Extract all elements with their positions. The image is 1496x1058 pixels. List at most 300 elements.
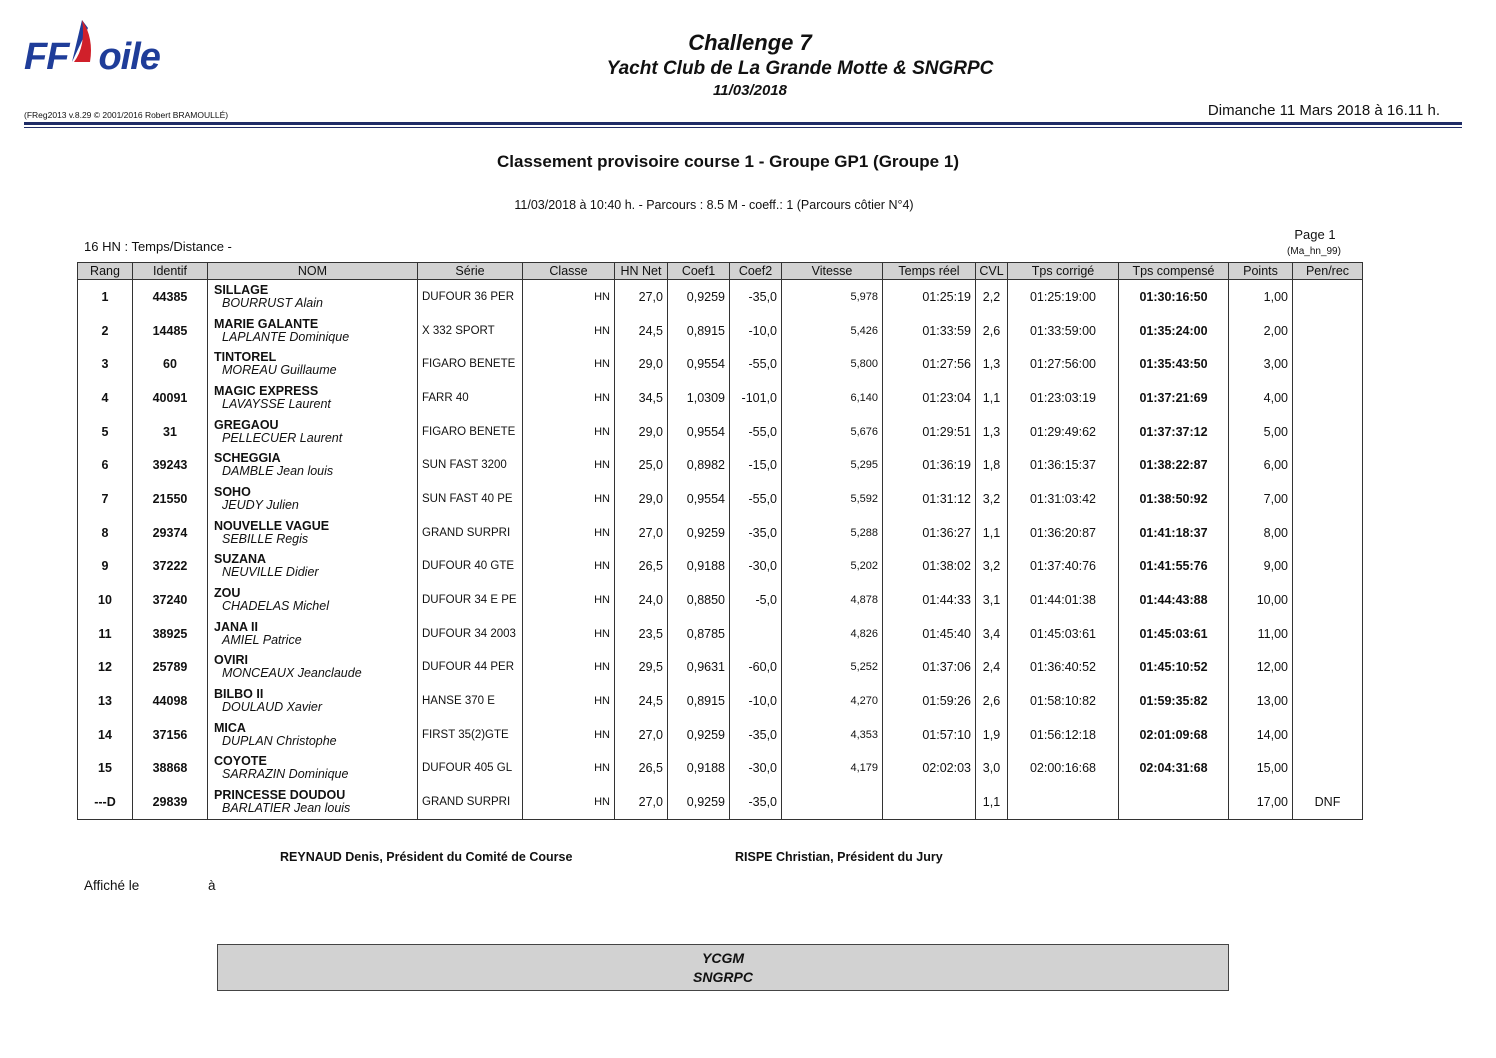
cell-cvl: 2,6	[976, 684, 1008, 718]
cell-hn: 25,0	[615, 448, 668, 482]
cell-points: 11,00	[1229, 617, 1293, 651]
cell-classe: HN	[523, 752, 615, 786]
cell-points: 3,00	[1229, 347, 1293, 381]
cell-points: 6,00	[1229, 448, 1293, 482]
cell-classe: HN	[523, 718, 615, 752]
cell-compense: 01:41:18:37	[1119, 516, 1229, 550]
race-info: 11/03/2018 à 10:40 h. - Parcours : 8.5 M - coeff.: 1 (Parcours côtier N°4)	[514, 198, 914, 212]
boat-name: MAGIC EXPRESS	[214, 383, 319, 398]
results-subtitle: Classement provisoire course 1 - Groupe GP1 (Groupe 1)	[497, 152, 959, 171]
cell-pen	[1293, 448, 1363, 482]
cell-compense: 01:35:24:00	[1119, 314, 1229, 348]
cell-corrige: 01:36:15:37	[1008, 448, 1119, 482]
cell-classe: HN	[523, 684, 615, 718]
cell-coef2: -55,0	[730, 347, 782, 381]
cell-rang: 9	[78, 550, 133, 584]
cell-coef2: -30,0	[730, 752, 782, 786]
jury-signature: RISPE Christian, Président du Jury	[735, 850, 943, 864]
cell-serie: DUFOUR 34 2003	[418, 617, 523, 651]
cell-vitesse: 4,270	[782, 684, 883, 718]
cell-compense: 01:38:22:87	[1119, 448, 1229, 482]
cell-rang: 11	[78, 617, 133, 651]
cell-cvl: 3,0	[976, 752, 1008, 786]
cell-classe: HN	[523, 550, 615, 584]
hn-label: 16 HN : Temps/Distance -	[84, 239, 232, 254]
cell-compense: 01:37:37:12	[1119, 415, 1229, 449]
cell-rang: 8	[78, 516, 133, 550]
table-row	[78, 752, 1363, 786]
cell-identif: 29839	[133, 785, 208, 819]
cell-cvl: 2,6	[976, 314, 1008, 348]
cell-rang: 2	[78, 314, 133, 348]
skipper-name: AMIEL Patrice	[222, 632, 302, 647]
cell-rang: 3	[78, 347, 133, 381]
name-cell	[208, 785, 418, 819]
cell-classe: HN	[523, 415, 615, 449]
cell-temps: 01:57:10	[883, 718, 976, 752]
cell-classe: HN	[523, 651, 615, 685]
cell-temps: 01:33:59	[883, 314, 976, 348]
cell-compense: 01:45:03:61	[1119, 617, 1229, 651]
cell-identif: 25789	[133, 651, 208, 685]
cell-classe: HN	[523, 448, 615, 482]
table-row	[78, 718, 1363, 752]
cell-coef2: -55,0	[730, 415, 782, 449]
cell-coef1: 0,9554	[668, 482, 730, 516]
cell-hn: 27,0	[615, 718, 668, 752]
cell-classe: HN	[523, 381, 615, 415]
cell-coef2: -35,0	[730, 516, 782, 550]
cell-serie: SUN FAST 3200	[418, 448, 523, 482]
cell-coef2: -35,0	[730, 718, 782, 752]
cell-identif: 38925	[133, 617, 208, 651]
cell-temps: 01:29:51	[883, 415, 976, 449]
cell-rang: 1	[78, 280, 133, 314]
cell-points: 2,00	[1229, 314, 1293, 348]
cell-compense: 01:45:10:52	[1119, 651, 1229, 685]
club-name: Yacht Club de La Grande Motte & SNGRPC	[606, 58, 994, 79]
name-cell	[208, 516, 418, 550]
posted-label: Affiché le	[84, 878, 140, 893]
skipper-name: LAPLANTE Dominique	[222, 329, 350, 344]
logo-text-oile: oile	[98, 36, 160, 78]
cell-corrige: 01:25:19:00	[1008, 280, 1119, 314]
cell-identif: 44098	[133, 684, 208, 718]
cell-vitesse	[782, 785, 883, 819]
col-header: Identif	[133, 263, 208, 280]
cell-corrige: 01:44:01:38	[1008, 583, 1119, 617]
cell-corrige: 01:36:40:52	[1008, 651, 1119, 685]
cell-temps: 01:38:02	[883, 550, 976, 584]
cell-coef1: 0,9631	[668, 651, 730, 685]
footer-line-2: SNGRPC	[693, 969, 753, 985]
cell-points: 10,00	[1229, 583, 1293, 617]
cell-hn: 29,0	[615, 347, 668, 381]
cell-points: 14,00	[1229, 718, 1293, 752]
cell-serie: DUFOUR 44 PER	[418, 651, 523, 685]
cell-temps: 01:59:26	[883, 684, 976, 718]
boat-name: BILBO II	[214, 687, 264, 702]
cell-serie: DUFOUR 34 E PE	[418, 583, 523, 617]
cell-vitesse: 5,252	[782, 651, 883, 685]
cell-pen	[1293, 415, 1363, 449]
cell-identif: 60	[133, 347, 208, 381]
name-cell	[208, 415, 418, 449]
event-date: 11/03/2018	[713, 82, 787, 99]
skipper-name: SEBILLE Regis	[222, 531, 309, 546]
cell-coef2: -55,0	[730, 482, 782, 516]
cell-serie: DUFOUR 405 GL	[418, 752, 523, 786]
cell-pen	[1293, 314, 1363, 348]
name-cell	[208, 347, 418, 381]
cell-hn: 27,0	[615, 516, 668, 550]
boat-name: OVIRI	[214, 653, 249, 668]
cell-cvl: 1,1	[976, 381, 1008, 415]
cell-serie: DUFOUR 40 GTE	[418, 550, 523, 584]
cell-classe: HN	[523, 516, 615, 550]
cell-temps	[883, 785, 976, 819]
cell-cvl: 1,3	[976, 347, 1008, 381]
cell-vitesse: 4,878	[782, 583, 883, 617]
skipper-name: NEUVILLE Didier	[222, 565, 319, 580]
skipper-name: BOURRUST Alain	[222, 295, 323, 310]
cell-coef2: -60,0	[730, 651, 782, 685]
cell-rang: 4	[78, 381, 133, 415]
cell-hn: 27,0	[615, 785, 668, 819]
cell-coef2: -10,0	[730, 684, 782, 718]
cell-compense: 02:01:09:68	[1119, 718, 1229, 752]
cell-compense: 01:41:55:76	[1119, 550, 1229, 584]
cell-compense: 01:44:43:88	[1119, 583, 1229, 617]
cell-compense: 01:30:16:50	[1119, 280, 1229, 314]
skipper-name: DUPLAN Christophe	[222, 733, 337, 748]
cell-compense: 01:35:43:50	[1119, 347, 1229, 381]
cell-temps: 01:36:19	[883, 448, 976, 482]
cell-temps: 01:37:06	[883, 651, 976, 685]
name-cell	[208, 550, 418, 584]
cell-compense: 02:04:31:68	[1119, 752, 1229, 786]
cell-temps: 01:23:04	[883, 381, 976, 415]
cell-vitesse: 5,295	[782, 448, 883, 482]
cell-compense: 01:37:21:69	[1119, 381, 1229, 415]
header-rule-thin	[24, 127, 1462, 128]
cell-coef1: 0,9259	[668, 280, 730, 314]
boat-name: SUZANA	[214, 552, 267, 567]
cell-cvl: 3,2	[976, 550, 1008, 584]
cell-identif: 40091	[133, 381, 208, 415]
cell-points: 5,00	[1229, 415, 1293, 449]
cell-pen	[1293, 651, 1363, 685]
cell-vitesse: 4,826	[782, 617, 883, 651]
cell-hn: 34,5	[615, 381, 668, 415]
cell-corrige: 01:58:10:82	[1008, 684, 1119, 718]
skipper-name: PELLECUER Laurent	[222, 430, 343, 445]
name-cell	[208, 448, 418, 482]
col-header: Pen/rec	[1293, 263, 1363, 280]
cell-pen	[1293, 684, 1363, 718]
table-header-row	[78, 263, 1363, 280]
table-row	[78, 448, 1363, 482]
cell-temps: 01:31:12	[883, 482, 976, 516]
col-header: Tps corrigé	[1008, 263, 1119, 280]
cell-identif: 39243	[133, 448, 208, 482]
cell-identif: 31	[133, 415, 208, 449]
cell-vitesse: 5,800	[782, 347, 883, 381]
cell-hn: 29,5	[615, 651, 668, 685]
cell-classe: HN	[523, 785, 615, 819]
name-cell	[208, 381, 418, 415]
skipper-name: SARRAZIN Dominique	[222, 767, 349, 782]
table-row	[78, 516, 1363, 550]
cell-rang: 13	[78, 684, 133, 718]
col-header: Tps compensé	[1119, 263, 1229, 280]
cell-coef1: 0,9188	[668, 550, 730, 584]
col-header: HN Net	[615, 263, 668, 280]
table-row	[78, 347, 1363, 381]
cell-hn: 26,5	[615, 550, 668, 584]
cell-serie: GRAND SURPRI	[418, 785, 523, 819]
cell-coef1: 0,8982	[668, 448, 730, 482]
cell-corrige: 01:45:03:61	[1008, 617, 1119, 651]
cell-identif: 38868	[133, 752, 208, 786]
cell-coef1: 0,8850	[668, 583, 730, 617]
col-header: Série	[418, 263, 523, 280]
cell-cvl: 2,4	[976, 651, 1008, 685]
boat-name: JANA II	[214, 619, 258, 634]
table-row	[78, 651, 1363, 685]
col-header: Points	[1229, 263, 1293, 280]
skipper-name: MONCEAUX Jeanclaude	[222, 666, 362, 681]
table-row	[78, 482, 1363, 516]
name-cell	[208, 718, 418, 752]
software-version: (FReg2013 v.8.29 © 2001/2016 Robert BRAMOULLÉ)	[24, 110, 229, 120]
skipper-name: DOULAUD Xavier	[222, 700, 323, 715]
cell-serie: FARR 40	[418, 381, 523, 415]
boat-name: NOUVELLE VAGUE	[214, 518, 330, 533]
name-cell	[208, 482, 418, 516]
cell-corrige: 01:31:03:42	[1008, 482, 1119, 516]
cell-corrige: 02:00:16:68	[1008, 752, 1119, 786]
footer-line-1: YCGM	[702, 950, 744, 966]
col-header: Classe	[523, 263, 615, 280]
cell-coef2: -35,0	[730, 280, 782, 314]
ffvoile-logo	[24, 18, 194, 82]
cell-rang: 12	[78, 651, 133, 685]
cell-serie: DUFOUR 36 PER	[418, 280, 523, 314]
cell-coef1: 0,9259	[668, 718, 730, 752]
cell-pen	[1293, 583, 1363, 617]
cell-coef1: 0,9188	[668, 752, 730, 786]
skipper-name: BARLATIER Jean louis	[222, 801, 351, 816]
page-ref: (Ma_hn_99)	[1287, 246, 1341, 257]
cell-temps: 01:45:40	[883, 617, 976, 651]
cell-classe: HN	[523, 280, 615, 314]
cell-vitesse: 5,592	[782, 482, 883, 516]
cell-vitesse: 6,140	[782, 381, 883, 415]
cell-hn: 23,5	[615, 617, 668, 651]
cell-coef2: -5,0	[730, 583, 782, 617]
cell-corrige: 01:23:03:19	[1008, 381, 1119, 415]
cell-corrige	[1008, 785, 1119, 819]
cell-compense	[1119, 785, 1229, 819]
cell-points: 4,00	[1229, 381, 1293, 415]
cell-identif: 29374	[133, 516, 208, 550]
boat-name: MARIE GALANTE	[214, 316, 319, 331]
cell-points: 1,00	[1229, 280, 1293, 314]
posted-at-label: à	[208, 878, 216, 893]
cell-hn: 24,5	[615, 314, 668, 348]
cell-identif: 44385	[133, 280, 208, 314]
cell-cvl: 3,1	[976, 583, 1008, 617]
table-row	[78, 381, 1363, 415]
name-cell	[208, 280, 418, 314]
cell-temps: 01:44:33	[883, 583, 976, 617]
cell-points: 13,00	[1229, 684, 1293, 718]
table-row	[78, 785, 1363, 819]
cell-coef2: -30,0	[730, 550, 782, 584]
cell-pen	[1293, 550, 1363, 584]
cell-coef2: -101,0	[730, 381, 782, 415]
cell-coef1: 0,8785	[668, 617, 730, 651]
cell-temps: 02:02:03	[883, 752, 976, 786]
cell-vitesse: 4,353	[782, 718, 883, 752]
name-cell	[208, 314, 418, 348]
cell-classe: HN	[523, 347, 615, 381]
cell-pen: DNF	[1293, 785, 1363, 819]
name-cell	[208, 752, 418, 786]
cell-vitesse: 5,676	[782, 415, 883, 449]
col-header: Temps réel	[883, 263, 976, 280]
cell-hn: 24,0	[615, 583, 668, 617]
cell-pen	[1293, 381, 1363, 415]
table-row	[78, 684, 1363, 718]
cell-cvl: 3,2	[976, 482, 1008, 516]
cell-coef1: 1,0309	[668, 381, 730, 415]
cell-pen	[1293, 347, 1363, 381]
col-header: Coef1	[668, 263, 730, 280]
cell-compense: 01:59:35:82	[1119, 684, 1229, 718]
cell-cvl: 1,3	[976, 415, 1008, 449]
cell-coef1: 0,8915	[668, 684, 730, 718]
results-table	[77, 262, 1363, 820]
table-row	[78, 617, 1363, 651]
cell-cvl: 2,2	[976, 280, 1008, 314]
cell-serie: FIGARO BENETE	[418, 415, 523, 449]
cell-points: 8,00	[1229, 516, 1293, 550]
boat-name: ZOU	[214, 586, 241, 601]
cell-cvl: 1,1	[976, 785, 1008, 819]
cell-corrige: 01:33:59:00	[1008, 314, 1119, 348]
cell-hn: 24,5	[615, 684, 668, 718]
skipper-name: LAVAYSSE Laurent	[222, 396, 331, 411]
col-header: Coef2	[730, 263, 782, 280]
cell-hn: 27,0	[615, 280, 668, 314]
cell-points: 12,00	[1229, 651, 1293, 685]
boat-name: MICA	[214, 720, 246, 735]
cell-rang: 10	[78, 583, 133, 617]
boat-name: TINTOREL	[214, 350, 277, 365]
cell-serie: FIGARO BENETE	[418, 347, 523, 381]
col-header: CVL	[976, 263, 1008, 280]
cell-identif: 37240	[133, 583, 208, 617]
cell-coef1: 0,9554	[668, 415, 730, 449]
boat-name: SOHO	[214, 484, 251, 499]
cell-cvl: 1,1	[976, 516, 1008, 550]
cell-corrige: 01:37:40:76	[1008, 550, 1119, 584]
cell-cvl: 1,9	[976, 718, 1008, 752]
cell-corrige: 01:36:20:87	[1008, 516, 1119, 550]
cell-classe: HN	[523, 617, 615, 651]
cell-pen	[1293, 718, 1363, 752]
cell-temps: 01:27:56	[883, 347, 976, 381]
cell-pen	[1293, 617, 1363, 651]
cell-identif: 21550	[133, 482, 208, 516]
col-header: Vitesse	[782, 263, 883, 280]
cell-hn: 29,0	[615, 482, 668, 516]
boat-name: COYOTE	[214, 754, 267, 769]
cell-rang: 15	[78, 752, 133, 786]
cell-pen	[1293, 280, 1363, 314]
cell-coef1: 0,9259	[668, 516, 730, 550]
boat-name: SCHEGGIA	[214, 451, 281, 466]
logo-text-ff: FF	[24, 36, 69, 78]
cell-rang: 6	[78, 448, 133, 482]
cell-points: 15,00	[1229, 752, 1293, 786]
cell-coef2: -10,0	[730, 314, 782, 348]
cell-rang: 7	[78, 482, 133, 516]
table-row	[78, 280, 1363, 314]
name-cell	[208, 651, 418, 685]
table-row	[78, 550, 1363, 584]
cell-vitesse: 5,288	[782, 516, 883, 550]
cell-rang: ---D	[78, 785, 133, 819]
cell-identif: 37222	[133, 550, 208, 584]
event-title: Challenge 7	[688, 30, 812, 55]
cell-cvl: 1,8	[976, 448, 1008, 482]
cell-serie: FIRST 35(2)GTE	[418, 718, 523, 752]
cell-coef2: -35,0	[730, 785, 782, 819]
page-number: Page 1	[1294, 227, 1336, 242]
cell-serie: GRAND SURPRI	[418, 516, 523, 550]
cell-corrige: 01:56:12:18	[1008, 718, 1119, 752]
cell-pen	[1293, 752, 1363, 786]
cell-serie: HANSE 370 E	[418, 684, 523, 718]
cell-vitesse: 5,978	[782, 280, 883, 314]
cell-pen	[1293, 516, 1363, 550]
table-row	[78, 314, 1363, 348]
cell-hn: 26,5	[615, 752, 668, 786]
cell-rang: 5	[78, 415, 133, 449]
cell-coef1: 0,9259	[668, 785, 730, 819]
cell-coef2	[730, 617, 782, 651]
cell-classe: HN	[523, 482, 615, 516]
skipper-name: DAMBLE Jean louis	[222, 464, 334, 479]
cell-serie: X 332 SPORT	[418, 314, 523, 348]
boat-name: SILLAGE	[214, 282, 269, 297]
cell-temps: 01:36:27	[883, 516, 976, 550]
table-row	[78, 583, 1363, 617]
cell-classe: HN	[523, 314, 615, 348]
cell-compense: 01:38:50:92	[1119, 482, 1229, 516]
cell-hn: 29,0	[615, 415, 668, 449]
print-date: Dimanche 11 Mars 2018 à 16.11 h.	[1207, 102, 1440, 119]
skipper-name: MOREAU Guillaume	[222, 363, 337, 378]
race-committee-signature: REYNAUD Denis, Président du Comité de Course	[280, 850, 573, 864]
cell-points: 7,00	[1229, 482, 1293, 516]
cell-coef1: 0,9554	[668, 347, 730, 381]
cell-coef2: -15,0	[730, 448, 782, 482]
skipper-name: CHADELAS Michel	[222, 599, 329, 614]
